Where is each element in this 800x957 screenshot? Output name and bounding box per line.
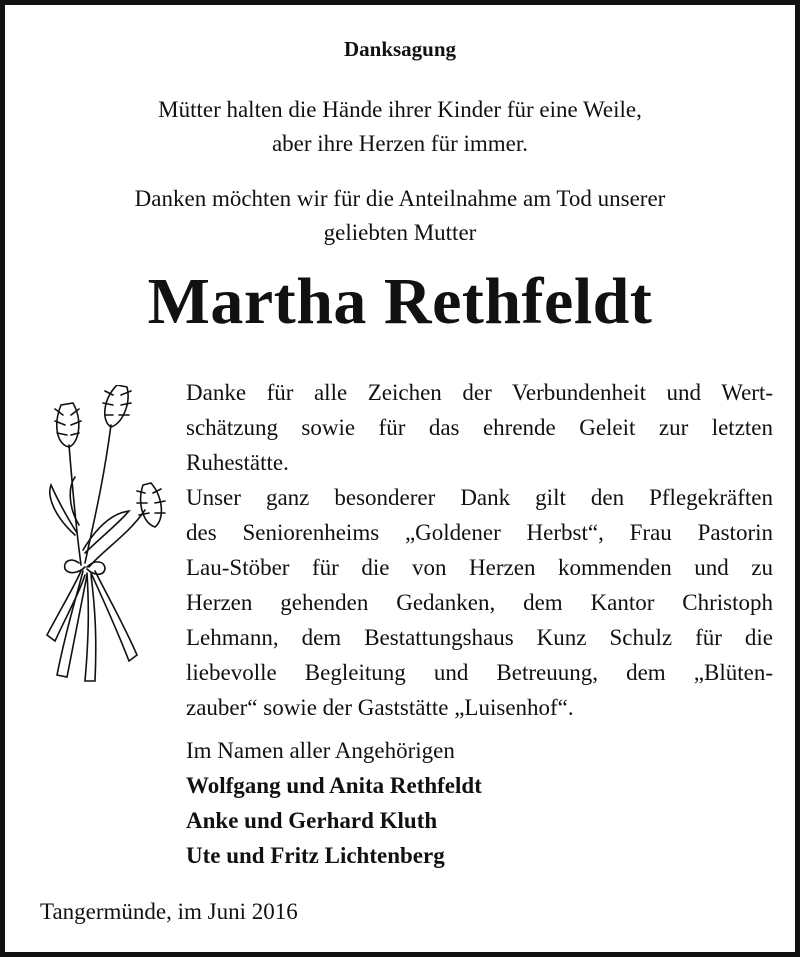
deceased-name: Martha Rethfeldt	[147, 265, 653, 338]
body-line: des Seniorenheims „Goldener Herbst“, Frau Pastorin	[186, 520, 773, 545]
memorial-quote	[5, 93, 795, 161]
thanks-line: Danken möchten wir für die Anteilnahme am Tod unserer	[134, 186, 666, 211]
body-line: Lau-Stöber für die von Herzen kommenden und zu	[186, 555, 773, 580]
thanks-body	[186, 375, 773, 725]
body-line: liebevolle Begleitung und Betreuung, dem „Blüten-	[186, 660, 773, 685]
body-line: schätzung sowie für das ehrende Geleit zur letzten	[186, 415, 773, 440]
body-line: Ruhestätte.	[186, 450, 289, 475]
body-line: zauber“ sowie der Gaststätte „Luisenhof“.	[186, 695, 574, 720]
signoff	[186, 733, 746, 873]
body-line: Danke für alle Zeichen der Verbundenheit und Wert-	[186, 380, 773, 405]
thanks-intro	[5, 182, 795, 250]
quote-line: aber ihre Herzen für immer.	[271, 131, 529, 156]
signer-name: Ute und Fritz Lichtenberg	[186, 843, 445, 868]
place-date: Tangermünde, im Juni 2016	[40, 899, 298, 924]
signer-name: Anke und Gerhard Kluth	[186, 808, 438, 833]
wheat-sheaf-icon	[33, 385, 173, 685]
thanks-line: geliebten Mutter	[323, 220, 477, 245]
body-line: Lehmann, dem Bestattungshaus Kunz Schulz für die	[186, 625, 773, 650]
quote-line: Mütter halten die Hände ihrer Kinder für eine Weile,	[158, 97, 642, 122]
signoff-intro: Im Namen aller Angehörigen	[186, 738, 455, 763]
signer-name: Wolfgang und Anita Rethfeldt	[186, 773, 482, 798]
body-line: Herzen gehenden Gedanken, dem Kantor Christoph	[186, 590, 773, 615]
notice-heading: Danksagung	[343, 37, 457, 61]
body-line: Unser ganz besonderer Dank gilt den Pflegekräften	[186, 485, 773, 510]
